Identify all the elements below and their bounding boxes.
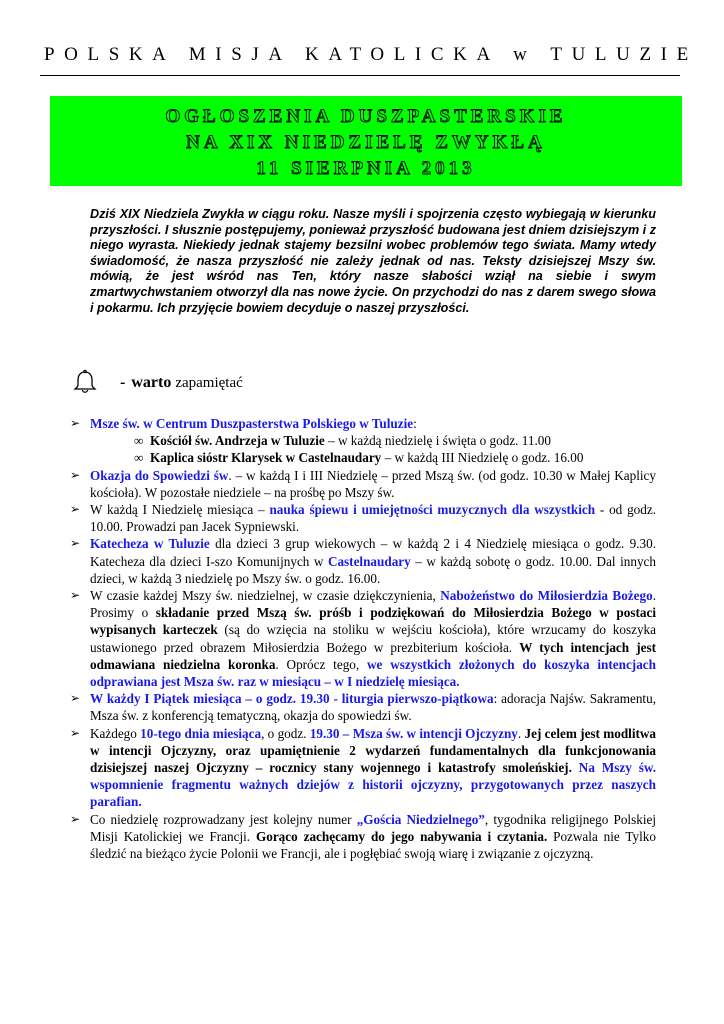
- remember-heading: [72, 368, 243, 398]
- mercy-bold-3: we wszystkich złożonych do koszyka intencjach odprawiana jest Msza św. raz w miesiącu – w I niedzielę miesiąca.: [90, 656, 656, 690]
- catechesis-text-1: dla dzieci 3 grup wiekowych – w każdą 2 i 4 Niedzielę miesiąca o godz. 9.30. Katecheza dla dzieci I-szo Komunijnych w: [90, 536, 657, 569]
- arrow-bullet-icon: ➢: [70, 691, 81, 706]
- st-andrew-church: Kościół św. Andrzeja w Tuluzie: [150, 433, 325, 449]
- banner-date: 11 SIERPNIA 2013: [256, 158, 476, 179]
- remember-warto: warto: [131, 374, 172, 391]
- arrow-bullet-icon: ➢: [70, 467, 81, 482]
- masses-heading: Msze św. w Centrum Duszpasterstwa Polskiego w Tuluzie: [90, 416, 414, 431]
- arrow-bullet-icon: ➢: [70, 725, 81, 740]
- homeland-bold-blue: Na Mszy św. wspomnienie fragmentu ważnych dziejów z historii ojczyzny, przygotowanych przez naszych parafian.: [90, 760, 656, 810]
- homeland-text-3: .: [517, 725, 525, 741]
- gosc-text-3: Pozwala nie Tylko śledzić na bieżąco życie Polonii we Francji, ale i pogłębiać swoją wiarę i związanie z ojczyzną.: [90, 828, 656, 862]
- infinity-bullet-icon: ∞: [134, 450, 144, 466]
- masses-colon: :: [413, 416, 417, 431]
- mercy-heading: Nabożeństwo do Miłosierdzia Bożego: [440, 588, 653, 604]
- list-item-homeland-mass: [70, 725, 656, 811]
- mercy-text-2: . Prosimy o: [90, 588, 656, 621]
- list-item-catechesis: [70, 535, 656, 587]
- st-andrew-times: – w każdą niedzielę i święta o godz. 11.00: [324, 433, 551, 449]
- mercy-text-1: W czasie każdej Mszy św. niedzielnej, w czasie dziękczynienia,: [90, 588, 441, 604]
- singing-intro: W każdą I Niedzielę miesiąca –: [90, 502, 270, 518]
- singing-heading: nauka śpiewu i umiejętności muzycznych dla wszystkich: [269, 502, 596, 518]
- gosc-title: „Gościa Niedzielnego”: [356, 811, 485, 827]
- confession-text: . – w każdą I i III Niedzielę – przed Mszą św. (od godz. 10.30 w Małej Kaplicy kościoła). W pozostałe niedziele – na prośbę po Mszy św.: [90, 467, 656, 500]
- sub-item-clarisses: [70, 449, 656, 466]
- infinity-bullet-icon: ∞: [134, 433, 144, 449]
- list-item-divine-mercy: [70, 587, 656, 690]
- homeland-day: 10-tego dnia miesiąca: [140, 725, 262, 741]
- mercy-text-4: . Oprócz tego,: [275, 656, 368, 672]
- list-item-confession: [70, 467, 656, 501]
- gosc-bold: Gorąco zachęcamy do jego nabywania i czytania.: [255, 828, 548, 844]
- arrow-bullet-icon: ➢: [70, 502, 81, 517]
- arrow-bullet-icon: ➢: [70, 811, 81, 826]
- homeland-text-2: , o godz.: [261, 725, 310, 741]
- first-friday-heading: W każdy I Piątek miesiąca – o godz. 19.30 - liturgia pierwszo-piątkowa: [90, 691, 494, 707]
- gosc-text-1: Co niedzielę rozprowadzany jest kolejny numer: [90, 811, 357, 827]
- confession-heading: Okazja do Spowiedzi św: [90, 467, 229, 483]
- catechesis-place: Castelnaudary: [327, 553, 411, 569]
- remember-rest: zapamiętać: [175, 374, 243, 391]
- announcement-list: [70, 415, 656, 862]
- arrow-bullet-icon: ➢: [70, 536, 81, 551]
- intro-paragraph: Dziś XIX Niedziela Zwykła w ciągu roku. Nasze myśli i spojrzenia często wybiegają w kierunku przyszłości. I słusznie postępujemy, ponieważ przyszłość budowana jest dniem dzisiejszym i z niego wyrasta. Niekiedy jednak stajemy bezsilni wobec problemów tego świata. Mamy wtedy świadomość, że nasza przyszłość nie zależy jednak od nas. Teksty dzisiejszej Mszy św. mówią, że jest wśród nas Ten, który nasze słabości wziął na siebie i swym zmartwychwstaniem otworzył dla nas nowe życie. On przychodzi do nas z darem swego słowa i pokarmu. Ich przyjęcie bowiem decyduje o naszej przyszłości.: [90, 207, 656, 315]
- list-item-masses: [70, 415, 656, 432]
- clarisses-times: – w każdą III Niedzielę o godz. 16.00: [381, 450, 584, 466]
- singing-text: - od godz. 10.00. Prowadzi pan Jacek Sypniewski.: [90, 502, 657, 535]
- mercy-text-3: (są do wzięcia na stoliku w wejściu kościoła), które wrzucamy do koszyka ustawionego przed obrazem Miłosierdzia Bożego w prezbiterium kościoła.: [90, 622, 656, 655]
- banner-title: OGŁOSZENIA DUSZPASTERSKIE: [165, 106, 567, 127]
- list-item-singing: [70, 501, 656, 535]
- arrow-bullet-icon: ➢: [70, 416, 81, 430]
- catechesis-heading: Katecheza w Tuluzie: [90, 536, 210, 552]
- banner-subtitle: NA XIX NIEDZIELĘ ZWYKŁĄ: [186, 132, 546, 153]
- first-friday-text: : adoracja Najśw. Sakramentu, Msza św. z konferencją tematyczną, okazja do spowiedzi św.: [90, 691, 656, 724]
- gosc-text-2: , tygodnika religijnego Polskiej Misji Katolickiej we Francji.: [90, 811, 657, 844]
- mercy-bold-2: W tych intencjach jest odmawiana niedzielna koronka: [90, 639, 656, 672]
- page-header: POLSKA MISJA KATOLICKA w TULUZIE: [44, 44, 698, 65]
- catechesis-text-2: – w każdą sobotę o godz. 10.00. Dal innych dzieci, w każdą 3 niedzielę po Mszy św. o godz. 16.00.: [90, 553, 656, 586]
- homeland-text-1: Każdego: [90, 725, 141, 741]
- mercy-bold-1: składanie przed Mszą św. próśb i podziękowań do Miłosierdzia Bożego w postaci wypisanych karteczek: [90, 605, 656, 638]
- sub-item-st-andrew: [70, 432, 656, 449]
- homeland-heading: 19.30 – Msza św. w intencji Ojczyzny: [309, 725, 518, 741]
- header-divider: [40, 75, 680, 76]
- remember-dash: -: [120, 374, 126, 391]
- homeland-bold: Jej celem jest modlitwa w intencji Ojczyzny, oraz upamiętnienie 2 wydarzeń fundamentalnych dla funkcjonowania dzisiejszej naszej Ojczyzny – rocznicy stany wojennego i katastrofy smoleńskiej.: [90, 725, 656, 776]
- clarisses-chapel: Kaplica sióstr Klarysek w Castelnaudary: [150, 450, 382, 466]
- list-item-gosc-niedzielny: [70, 811, 656, 863]
- announcement-banner: [50, 96, 682, 186]
- arrow-bullet-icon: ➢: [70, 588, 81, 603]
- list-item-first-friday: [70, 690, 656, 724]
- bell-icon: [72, 369, 98, 397]
